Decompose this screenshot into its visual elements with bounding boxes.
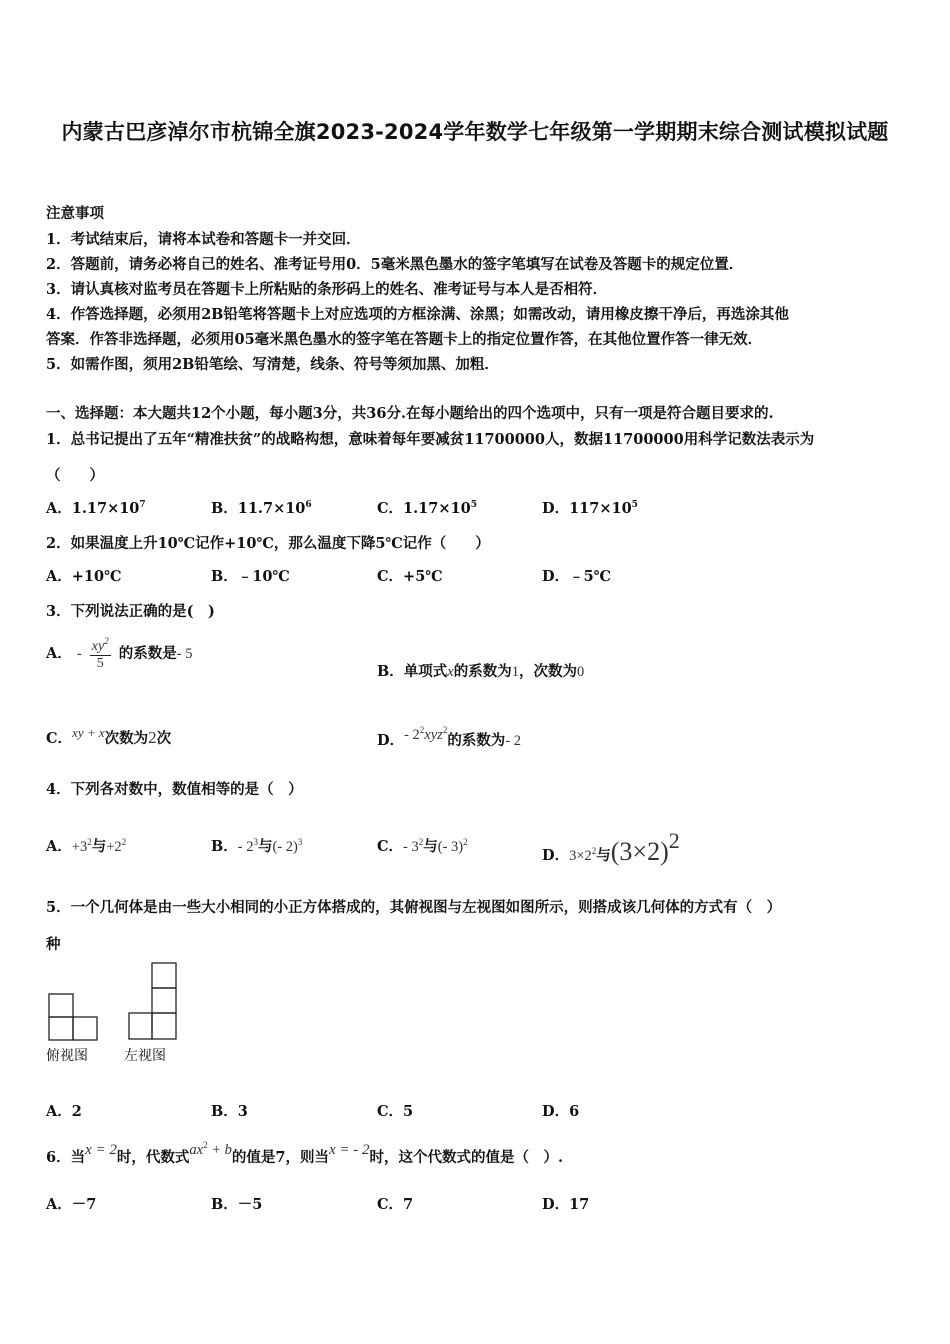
notice-item: 1．考试结束后，请将本试卷和答题卡一并交回． bbox=[46, 231, 361, 248]
q6-option-d: D．17 bbox=[542, 1196, 590, 1213]
q3-option-c: C．xy + x次数为2次 bbox=[46, 725, 172, 747]
q5-option-d: D．6 bbox=[542, 1103, 580, 1120]
top-view-diagram bbox=[49, 994, 97, 1040]
left-view-label: 左视图 bbox=[124, 1048, 166, 1064]
q3-option-b: B．单项式x的系数为1，次数为0 bbox=[377, 663, 585, 680]
question-4-stem: 4．下列各对数中，数值相等的是（ ） bbox=[46, 781, 303, 798]
notice-item: 答案．作答非选择题，必须用05毫米黑色墨水的签字笔在答题卡上的指定位置作答，在其他位置作答一律无效． bbox=[46, 331, 763, 348]
question-5-stem-cont: 种 bbox=[46, 936, 61, 953]
q1-option-d: D．$117\times 10^5$ bbox=[542, 500, 638, 517]
top-view-label: 俯视图 bbox=[46, 1048, 88, 1064]
q2-option-a: A．+10℃ bbox=[46, 568, 122, 585]
q3-option-d: D．- $2^2xyz^2$的系数为- 2 bbox=[377, 725, 522, 749]
question-1-paren: （ ） bbox=[46, 467, 104, 484]
q4-option-a: A．$+3^2$与$+2^2$ bbox=[46, 837, 127, 855]
question-5-stem: 5．一个几何体是由一些大小相同的小正方体搭成的，其俯视图与左视图如图所示，则搭成该几何体的方式有（ ） bbox=[46, 899, 782, 916]
q5-figure bbox=[44, 958, 194, 1043]
q4-option-b: B．- $2^3$与(- 2)$^3$ bbox=[211, 837, 303, 855]
notice-item: 4．作答选择题，必须用2B铅笔将答题卡上对应选项的方框涂满、涂黑；如需改动，请用橡皮擦干净后，再选涂其他 bbox=[46, 306, 789, 323]
question-1-stem: 1．总书记提出了五年“精准扶贫”的战略构想，意味着每年要减贫11700000人，数据11700000用科学记数法表示为 bbox=[46, 431, 815, 448]
q5-option-c: C．5 bbox=[377, 1103, 414, 1120]
q2-option-c: C．+5℃ bbox=[377, 568, 443, 585]
q4-option-c: C．- $3^2$与(- 3)$^2$ bbox=[377, 837, 468, 855]
left-view-diagram bbox=[129, 963, 176, 1039]
q1-option-a: A．$1.17\times 10^7$ bbox=[46, 500, 146, 517]
q6-option-a: A．－7 bbox=[46, 1196, 97, 1213]
q5-option-b: B．3 bbox=[211, 1103, 248, 1120]
section-heading: 一、选择题：本大题共12个小题，每小题3分，共36分.在每小题给出的四个选项中，只有一项是符合题目要求的. bbox=[46, 405, 774, 422]
question-6-stem: 6．当x = 2时，代数式$ax^2 + b$的值是7，则当x = - 2时，这个代数式的值是（ ）. bbox=[46, 1140, 564, 1166]
q6-option-c: C．7 bbox=[377, 1196, 414, 1213]
notice-item: 2．答题前，请务必将自己的姓名、准考证号用0．5毫米黑色墨水的签字笔填写在试卷及答题卡的规定位置． bbox=[46, 256, 744, 273]
page-title: 内蒙古巴彦淖尔市杭锦全旗2023-2024学年数学七年级第一学期期末综合测试模拟试题 bbox=[61, 120, 889, 144]
q5-option-a: A．2 bbox=[46, 1103, 82, 1120]
notice-item: 5．如需作图，须用2B铅笔绘、写清楚，线条、符号等须加黑、加粗． bbox=[46, 356, 499, 373]
q2-option-b: B．﹣10℃ bbox=[211, 568, 290, 585]
q4-option-d: D．$3\times 2^2$与$(3\times 2)^2$ bbox=[542, 828, 680, 866]
q2-option-d: D．﹣5℃ bbox=[542, 568, 612, 585]
question-3-stem: 3．下列说法正确的是( ) bbox=[46, 603, 215, 620]
q6-option-b: B．－5 bbox=[211, 1196, 263, 1213]
q1-option-c: C．$1.17\times 10^5$ bbox=[377, 500, 477, 517]
fraction: $\frac{xy^2}{5}$ bbox=[91, 636, 109, 671]
q3-option-a: A． - $\frac{xy^2}{5}$ 的系数是- 5 bbox=[46, 636, 193, 671]
notice-heading: 注意事项 bbox=[46, 205, 104, 222]
question-2-stem: 2．如果温度上升10℃记作+10℃，那么温度下降5℃记作（ ） bbox=[46, 535, 490, 552]
q1-option-b: B．$11.7\times 10^6$ bbox=[211, 500, 312, 517]
notice-item: 3．请认真核对监考员在答题卡上所粘贴的条形码上的姓名、准考证号与本人是否相符． bbox=[46, 281, 608, 298]
